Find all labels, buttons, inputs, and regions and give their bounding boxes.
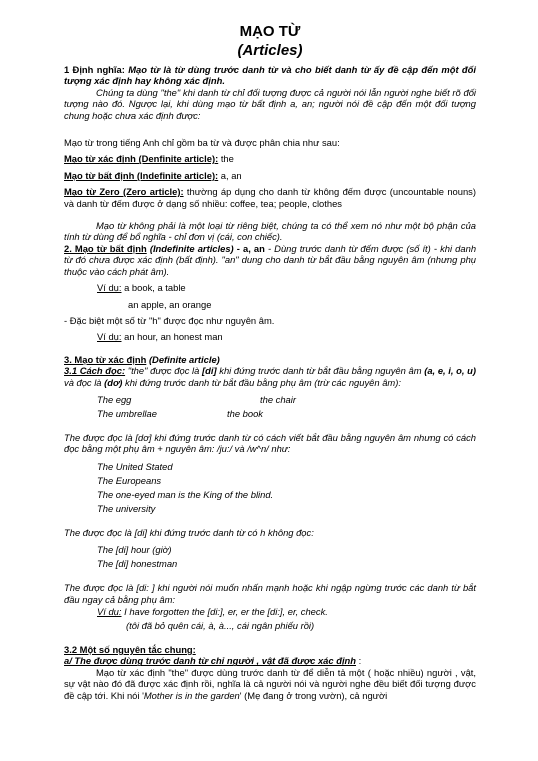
s32a-body-1: Mạo từ xác định "the" được dùng trước danh từ để diễn tả một ( hoặc nhiều) người , vật, sự vật nào đó đã được xác định rồi, nghĩa là cả người nói và người nghe đều biết đối tượng được đề cập tới. Khi nói ' [64,666,476,701]
indefinite-article-value: a, an [220,169,242,181]
section-3-1-label: 3.1 Cách đọc: [64,365,126,377]
indefinite-section [64,243,476,277]
s31-do: (dơ) [104,376,123,388]
s31-di: [di] [202,365,217,377]
example-row-1 [97,393,476,407]
s31-c: và đọc là [64,376,102,388]
do-example-2: The Europeans [97,474,162,486]
example-egg: The egg [97,393,132,405]
example-1: a book, a table [124,282,186,294]
section-3-heading-italic: (Definite article) [148,353,220,365]
indefinite-article-line [64,170,476,181]
section-2-body: - Dùng trước danh từ đếm được (số ít) - khi danh từ đó chưa được xác định (bất định). "an" dung cho danh từ bắt đầu bằng nguyên âm (nhưng phụ thuộc vào cách phát âm). [64,242,477,277]
di-example-2: The [di] honestman [97,558,178,570]
section-2-heading: 2. Mạo từ bất định [64,242,147,254]
the-do-paragraph: The được đọc là [dơ] khi đứng trước danh từ có cách viết bắt đầu bằng nguyên âm nhưng có cách đọc bằng một phụ âm + nguyên âm: /ju:/ và /w^n/ như: [64,431,476,455]
example-label: Ví dụ: [97,282,122,294]
section-3-2a-body [64,667,476,701]
definition-label: 1 Định nghĩa: [64,64,125,75]
section-3-2-heading: 3.2 Một số nguyên tắc chung: [64,643,196,655]
h-special-note: - Đặc biệt một số từ "h" được đọc như nguyên âm. [64,314,275,326]
definite-article-value: the [220,153,234,165]
s31-vowels: (a, e, i, o, u) [424,365,477,377]
example-row-2 [97,407,476,421]
example-umbrellae: The umbrellae [97,407,157,419]
s32a-body-2: ' (Mẹ đang ở trong vườn), cả người [239,689,388,701]
section-3-2a-line [64,655,476,666]
article-note: Mạo từ không phải là một loại từ riêng biệt, chúng ta có thể xem nó như một bộ phận của tính từ dùng để bổ nghĩa - chỉ đơn vị (cái, con chiếc). [64,220,476,243]
example-line-1 [97,282,476,293]
definition-explanation: Chúng ta dùng "the" khi danh từ chỉ đối tượng được cả người nói lẫn người nghe biết rõ đối tượng nào đó. Ngược lại, khi dùng mạo từ bất định a, an; người nói đề cập đến một đối tượng chung hoặc chưa xác định được: [64,86,476,121]
article-types-intro: Mạo từ trong tiếng Anh chỉ gồm ba từ và được phân chia như sau: [64,137,340,149]
page-subtitle: (Articles) [237,42,303,59]
zero-article-line [64,186,476,209]
section-3-heading: 3. Mạo từ xác định [64,353,147,365]
page-title: MẠO TỪ [239,23,301,40]
section-2-heading-italic: (Indefinite articles) [149,242,234,254]
example-label: Ví dụ: [97,331,122,343]
definite-article-line [64,153,476,164]
the-di-long-paragraph: The được đọc là [di: ] khi người nói muốn nhấn mạnh hoặc khi ngập ngừng trước các danh từ bắt đầu ngay cả bằng phụ âm: [64,582,476,605]
example-line-3 [97,331,476,342]
definite-article-label: Mạo từ xác định (Denfinite article): [64,153,219,165]
example-book: the book [227,407,263,419]
example-2: an apple, an orange [128,298,212,310]
s31-b: khi đứng trước danh từ bắt đầu bằng nguyên âm [219,365,422,377]
example-chair: the chair [260,393,296,405]
do-example-1: The United Stated [97,460,173,472]
section-2-heading-articles: - a, an [236,242,265,254]
the-di-paragraph: The được đọc là [di] khi đứng trước danh từ có h không đọc: [64,526,314,538]
do-example-3: The one-eyed man is the King of the blind. [97,488,274,500]
section-3-2a-colon: : [358,655,362,667]
s32a-body-italic: Mother is in the garden [143,689,240,701]
forgot-example [97,605,476,619]
section-3-2a-heading: a/ The được dùng trước danh từ chỉ người , vật đã được xác định [64,655,357,667]
definition-text: Mạo từ là từ dùng trước danh từ và cho biết danh từ ấy đề cập đến một đối tượng xác định hay không xác định. [64,64,476,87]
s31-a: "the" được đọc là [127,365,200,377]
zero-article-value: thường áp dụng cho danh từ không đếm được (uncountable nouns) và danh từ đếm được ở dạng số nhiều: coffee, tea; people, clothes [64,186,476,209]
section-3-heading-line [64,354,476,365]
section-3-1-paragraph [64,365,476,388]
example-label: Ví dụ: [97,605,122,617]
definition-paragraph [64,64,476,87]
zero-article-label: Mạo từ Zero (Zero article): [64,186,184,198]
forgot-example-translation: (tôi đã bỏ quên cái, à, à..., cái ngân phiếu rồi) [126,619,315,631]
forgot-example-text: I have forgotten the [di:], er, er the [di:], er, check. [124,605,328,617]
document-page [64,22,476,701]
example-3: an hour, an honest man [124,331,223,343]
do-example-4: The university [97,502,156,514]
di-example-1: The [di] hour (giờ) [97,544,172,556]
s31-d: khi đứng trước danh từ bắt đầu bằng phụ âm (trừ các nguyên âm): [125,376,401,388]
indefinite-article-label: Mạo từ bất định (Indefinite article): [64,169,219,181]
